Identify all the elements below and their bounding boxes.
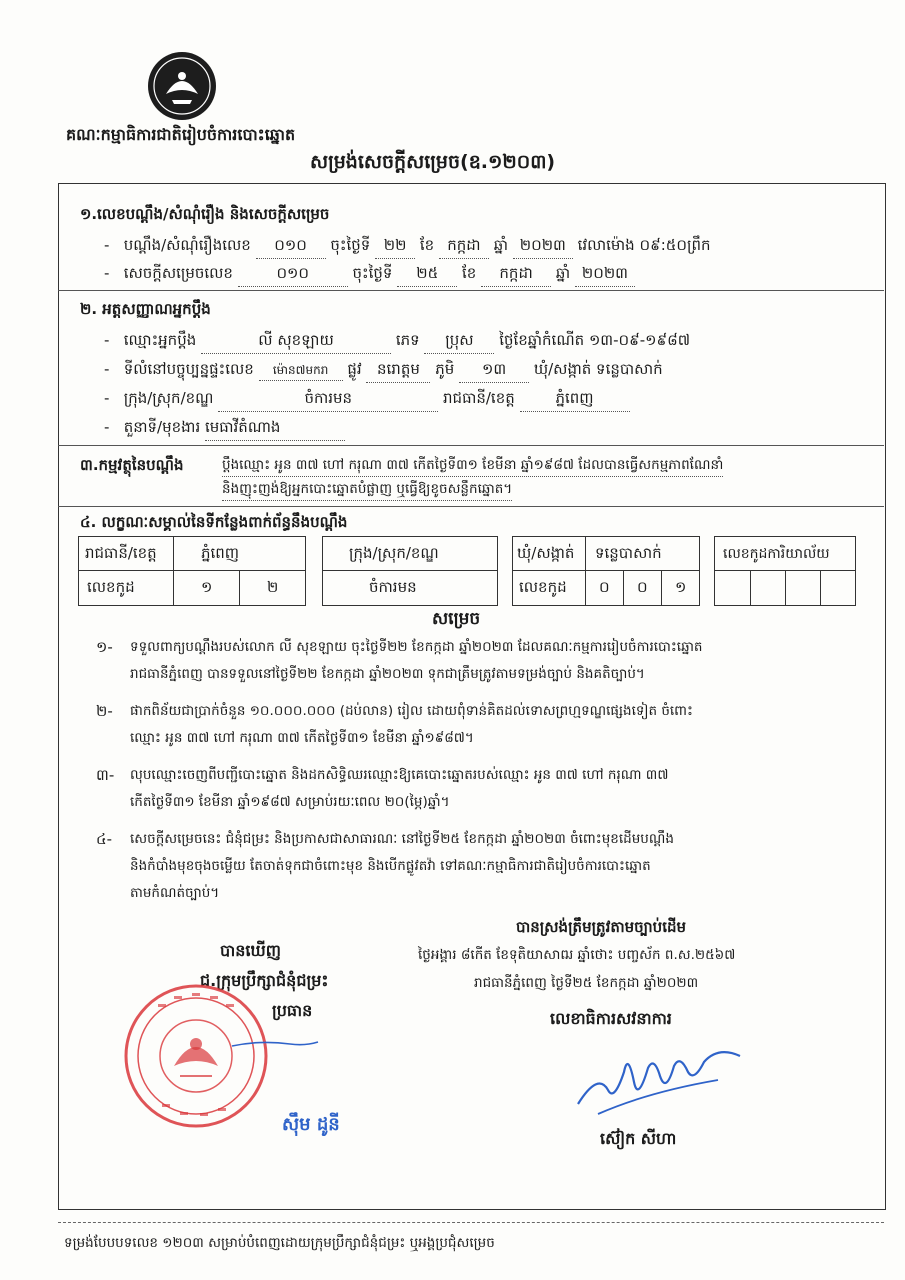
secretary-name: ស៊ៀក សីហា (600, 1129, 677, 1148)
divider (58, 290, 884, 291)
complaint-number: ០១០ (256, 236, 326, 259)
province-label: រាជធានី/ខេត្ត (443, 389, 515, 407)
secretary-title: លេខាធិការសវនាការ (550, 1009, 672, 1028)
address-label: ទីលំនៅបច្ចុប្បន្នផ្ទះលេខ (123, 360, 254, 378)
office-code-table (714, 536, 856, 606)
decision-item-number: ៣- (96, 766, 115, 784)
decision-item-line: កើតថ្ងៃទី៣១ ខែមីនា ឆ្នាំ១៩៨៧ សម្រាប់រយៈពេល ២០(ម្ភៃ)ឆ្នាំ។ (130, 794, 450, 810)
lunar-date: ថ្ងៃអង្គារ ៨កើត ខែទុតិយាសាឍ ឆ្នាំថោះ បញ្ចស័ក ព.ស.២៥៦៧ (418, 947, 736, 963)
footer-note: ទម្រង់បែបបទលេខ ១២០៣ សម្រាប់បំពេញដោយក្រុមប្រឹក្សាជំនុំជម្រះ ឬអង្គប្រជុំសម្រេច (64, 1235, 495, 1251)
province-code-digit: ២ (267, 578, 279, 596)
commune-table-value: ទន្លេបាសាក់ (595, 544, 662, 562)
role-row: - តួនាទី/មុខងារ មេធាវីតំណាង (104, 418, 345, 441)
district: ចំការមន (218, 389, 438, 412)
street-label: ផ្លូវ (347, 360, 362, 378)
sex-label: ភេទ (395, 331, 420, 349)
district-table-value: ចំការមន (369, 578, 417, 596)
decision-item-line: ផាកពិន័យជាប្រាក់ចំនួន ១០.០០០.០០០ (ដប់លាន) រៀល ដោយពុំទាន់គិតដល់ទោសព្រហ្មទណ្ឌផ្សេងទៀត ចំពោះ (130, 703, 693, 719)
province: ភ្នំពេញ (520, 389, 630, 412)
decision-date-label: ចុះថ្ងៃទី (352, 264, 393, 282)
decision-number-label: សេចក្តីសម្រេចលេខ (123, 264, 233, 282)
decision-day: ២៥ (397, 264, 457, 287)
complaint-month: កក្កដា (439, 236, 489, 259)
complaint-time: ០៩:៥០ព្រឹក (639, 236, 711, 254)
complainant-sex: ប្រុស (424, 331, 494, 354)
decision-item-line: លុបឈ្មោះចេញពីបញ្ជីបោះឆ្នោត និងដកសិទ្ធិឈរឈ្មោះឱ្យគេបោះឆ្នោតរបស់ឈ្មោះ អូន ៣៧ ហៅ ករុណា ៣៧ (130, 767, 669, 783)
district-row: - ក្រុង/ស្រុក/ខណ្ឌ ចំការមន រាជធានី/ខេត្ត ភ្នំពេញ (104, 389, 630, 412)
committee-emblem (146, 50, 218, 122)
office-code-label: លេខកូដការិយាល័យ (723, 546, 830, 562)
year-label: ឆ្នាំ (493, 236, 509, 254)
decision-item-number: ១- (96, 638, 113, 656)
decision-item-number: ៤- (96, 830, 113, 848)
divider (58, 506, 884, 507)
complainant-name: លី សុខឡាយ (201, 331, 391, 354)
province-table-value: ភ្នំពេញ (201, 544, 240, 562)
province-table-label: រាជធានី/ខេត្ត (85, 544, 157, 562)
certified-copy-label: បានស្រង់ត្រឹមត្រូវតាមច្បាប់ដើម (516, 918, 686, 936)
decision-year: ២០២៣ (575, 264, 635, 287)
decision-item-line: សេចក្តីសម្រេចនេះ ជំនុំជម្រះ និងប្រកាសជាសាធារណៈ នៅថ្ងៃទី២៥ ខែកក្កដា ឆ្នាំ២០២៣ ចំពោះមុខដើមបណ្តឹង (130, 831, 674, 847)
time-label: វេលាម៉ោង (577, 236, 635, 254)
form-title: សម្រង់សេចក្តីសម្រេច(ឧ.១២០៣) (310, 151, 556, 173)
house-number: ម៉ោន៧មករា (259, 362, 343, 381)
district-table (322, 536, 498, 606)
agency-name: គណៈកម្មាធិការជាតិរៀបចំការបោះឆ្នោត (66, 125, 296, 144)
province-code-table (78, 536, 306, 606)
decision-item-line: តាមកំណត់ច្បាប់។ (130, 885, 220, 901)
district-label: ក្រុង/ស្រុក/ខណ្ឌ (123, 389, 214, 407)
seen-label: បានឃើញ (220, 941, 281, 960)
complaint-row: - បណ្តឹង/សំណុំរឿងលេខ ០១០ ចុះថ្ងៃទី ២២ ខែ កក្កដា ឆ្នាំ ២០២៣ វេលាម៉ោង ០៩:៥០ព្រឹក (104, 236, 711, 259)
section1-heading: ១.លេខបណ្តឹង/សំណុំរឿង និងសេចក្តីសម្រេច (80, 205, 330, 223)
decision-item-line: ឈ្មោះ អូន ៣៧ ហៅ ករុណា ៣៧ កើតថ្ងៃទី៣១ ខែមីនា ឆ្នាំ១៩៨៧។ (130, 730, 474, 746)
president-title: ប្រធាន (272, 1001, 313, 1020)
section3-heading: ៣.កម្មវត្ថុនៃបណ្តឹង (80, 456, 184, 474)
complainant-dob: ១៣-០៩-១៩៨៧ (588, 331, 691, 349)
month-label: ខែ (462, 264, 477, 282)
president-signature (230, 1030, 320, 1060)
province-code-label: លេខកូដ (87, 578, 135, 596)
issue-date: រាជធានីភ្នំពេញ ថ្ងៃទី២៥ ខែកក្កដា ឆ្នាំ២០២៣ (474, 975, 699, 991)
complaint-day: ២២ (375, 236, 415, 259)
section2-heading: ២. អត្តសញ្ញាណអ្នកប្តឹង (80, 300, 211, 318)
decision-number: ០១០ (238, 264, 348, 287)
president-name: ស៊ឹម ដូនី (282, 1114, 340, 1135)
village-label: ភូមិ (435, 360, 455, 378)
decision-row: - សេចក្តីសម្រេចលេខ ០១០ ចុះថ្ងៃទី ២៥ ខែ កក្កដា ឆ្នាំ ២០២៣ (104, 264, 635, 287)
commune-label: ឃុំ/សង្កាត់ (533, 360, 592, 378)
year-label: ឆ្នាំ (555, 264, 571, 282)
commune-code-digit: ០ (599, 578, 610, 596)
month-label: ខែ (419, 236, 435, 254)
district-table-label: ក្រុង/ស្រុក/ខណ្ឌ (349, 544, 439, 562)
decision-month: កក្កដា (481, 264, 551, 287)
commune-code-digit: ១ (675, 578, 687, 596)
dob-label: ថ្ងៃខែឆ្នាំកំណើត (499, 331, 585, 349)
address-row: - ទីលំនៅបច្ចុប្បន្នផ្ទះលេខ ម៉ោន៧មករា ផ្លូវ នរោត្តម ភូមិ ១៣ ឃុំ/សង្កាត់ ទន្លេបាសាក់ (104, 360, 663, 383)
commune: ទន្លេបាសាក់ (596, 360, 663, 378)
divider (58, 445, 884, 446)
complaint-year: ២០២៣ (513, 236, 573, 259)
role-label: តួនាទី/មុខងារ (123, 418, 201, 436)
complainant-name-row: - ឈ្មោះអ្នកប្តឹង លី សុខឡាយ ភេទ ប្រុស ថ្ងៃខែឆ្នាំកំណើត ១៣-០៩-១៩៨៧ (104, 331, 690, 354)
decision-item-line: ទទួលពាក្យបណ្តឹងរបស់លោក លី សុខឡាយ ចុះថ្ងៃទី២២ ខែកក្កដា ឆ្នាំ២០២៣ ដែលគណៈកម្មការរៀបចំការបោះឆ្នោត (130, 639, 703, 655)
commune-code-digit: ០ (637, 578, 648, 596)
street: នរោត្តម (366, 360, 430, 383)
complainant-name-label: ឈ្មោះអ្នកប្តឹង (123, 331, 197, 349)
decision-item-line: រាជធានីភ្នំពេញ បានទទួលនៅថ្ងៃទី២២ ខែកក្កដា ឆ្នាំ២០២៣ ទុកជាត្រឹមត្រូវតាមទម្រង់ច្បាប់ និងគតិច្បាប់។ (130, 666, 645, 682)
section4-heading: ៤. លក្ខណៈសម្គាល់នៃទីកន្លែងពាក់ព័ន្ធនឹងបណ្តឹង (80, 513, 348, 531)
subject-line-1: ប្តឹងឈ្មោះ អូន ៣៧ ហៅ ករុណា ៣៧ កើតថ្ងៃទី៣១ ខែមីនា ឆ្នាំ១៩៨៧ ដែលបានធ្វើសកម្មភាពណែនាំ (222, 456, 723, 477)
decision-title: សម្រេច (432, 609, 481, 629)
role: មេធាវីតំណាង (205, 418, 345, 441)
commune-table-label: ឃុំ/សង្កាត់ (517, 544, 575, 562)
complaint-number-label: បណ្តឹង/សំណុំរឿងលេខ (123, 236, 251, 254)
commune-code-table (512, 536, 700, 606)
chamber-name: ជ.ក្រុមប្រឹក្សាជំនុំជម្រះ (200, 971, 329, 990)
commune-code-label: លេខកូដ (519, 578, 567, 596)
decision-item-number: ២- (96, 702, 113, 720)
village: ១៣ (459, 360, 529, 383)
secretary-signature (568, 1032, 748, 1122)
complaint-date-label: ចុះថ្ងៃទី (330, 236, 371, 254)
footer-divider (58, 1222, 884, 1223)
decision-item-line: និងកំបាំងមុខចុងចម្លើយ តែចាត់ទុកជាចំពោះមុខ និងបើកផ្លូវតវ៉ា ទៅគណៈកម្មាធិការជាតិរៀបចំការបោះឆ្នោត (130, 858, 651, 874)
subject-line-2: និងញុះញង់ឱ្យអ្នកបោះឆ្នោតបំផ្លាញ ឬធ្វើឱ្យខូចសន្លឹកឆ្នោត។ (222, 480, 512, 501)
province-code-digit: ១ (201, 578, 213, 596)
